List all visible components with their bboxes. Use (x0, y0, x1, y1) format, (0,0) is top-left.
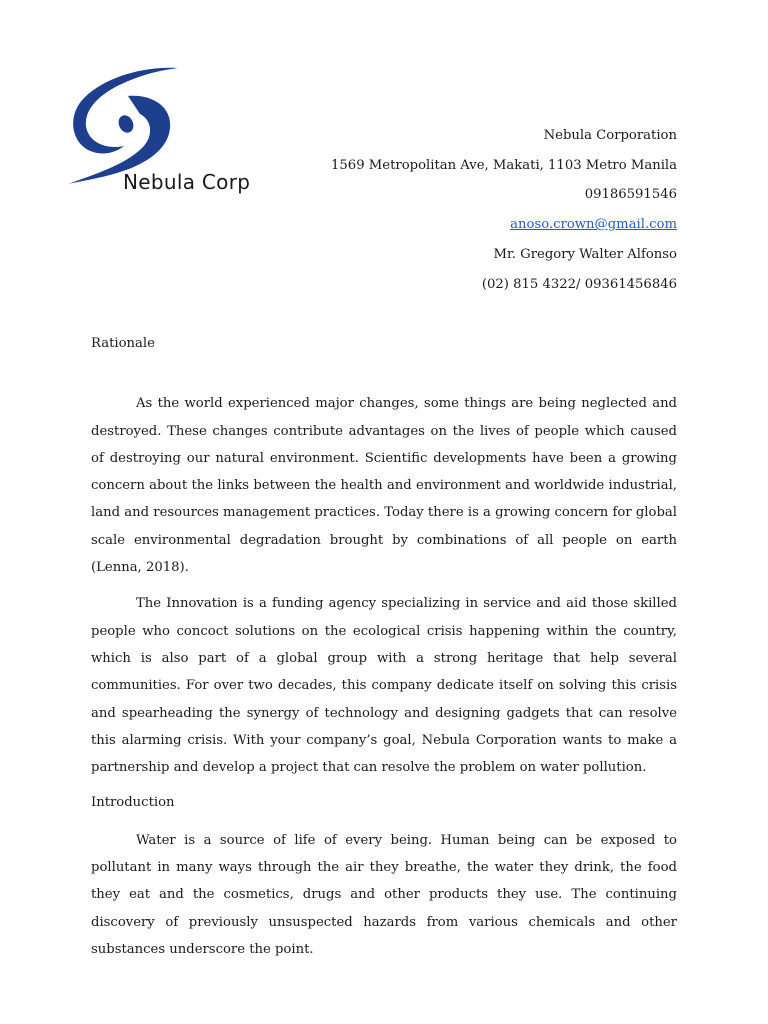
introduction-paragraph-1: Water is a source of life of every being. Human being can be exposed to pollutant in many ways through the air they breathe, the water they drink, the food they eat and the cosmetics, drugs and other products they use. The continuing discovery of previously unsuspected hazards from various chemicals and other substances underscore the point. (91, 832, 677, 957)
company-logo (66, 64, 266, 199)
contact-person-phone: (02) 815 4322/ 09361456846 (481, 276, 677, 292)
contact-block (331, 121, 677, 299)
rationale-paragraph-2: The Innovation is a funding agency specializing in service and aid those skilled people who concoct solutions on the ecological crisis happening within the country, which is also part of a global group with a strong heritage that help several communities. For over two decades, this company dedicate itself on solving this crisis and spearheading the synergy of technology and designing gadgets that can resolve this alarming crisis. With your company’s goal, Nebula Corporation wants to make a partnership and develop a project that can resolve the problem on water pollution. (91, 596, 677, 776)
email-link[interactable]: anoso.crown@gmail.com (510, 217, 677, 233)
logo-wordmark: Nebula Corp (123, 170, 251, 194)
rationale-heading: Rationale (91, 336, 155, 351)
company-name: Nebula Corporation (543, 128, 677, 143)
document-body (91, 330, 677, 963)
contact-person: Mr. Gregory Walter Alfonso (493, 246, 677, 262)
company-address: 1569 Metropolitan Ave, Makati, 1103 Metro Manila (331, 157, 677, 173)
introduction-heading: Introduction (91, 795, 175, 811)
company-phone: 09186591546 (584, 187, 677, 203)
rationale-paragraph-1: As the world experienced major changes, some things are being neglected and destroyed. These changes contribute advantages on the lives of people which caused of destroying our natural environment. Scientific developments have been a growing concern about the links between the health and environment and worldwide industrial, land and resources management practices. Today there is a growing concern for global scale environmental degradation brought by combinations of all people on earth (Lenna, 2018). (91, 396, 677, 576)
